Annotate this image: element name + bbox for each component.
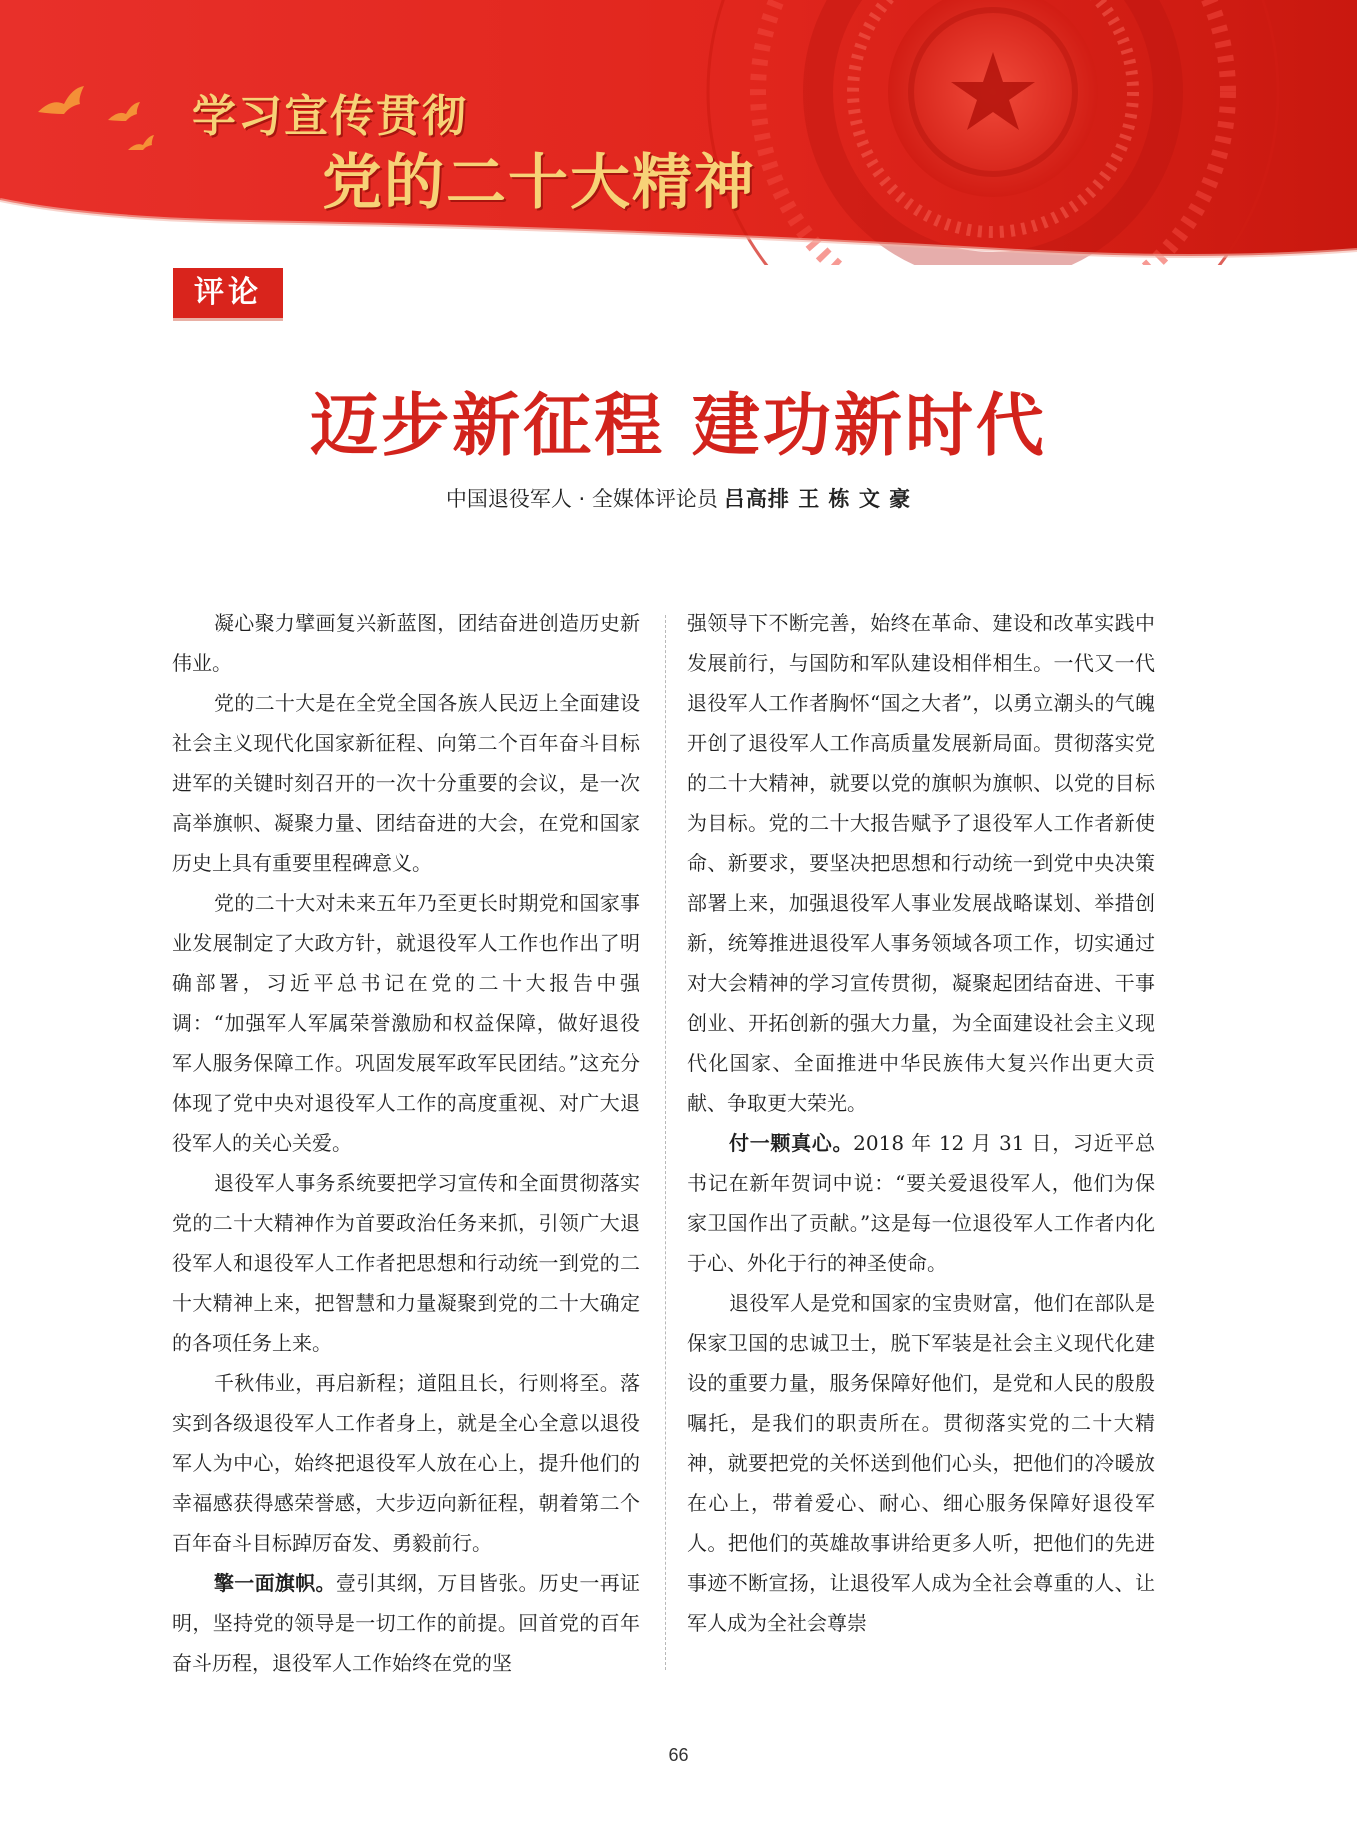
paragraph	[172, 683, 640, 883]
paragraph-text: 凝心聚力擘画复兴新蓝图，团结奋进创造历史新伟业。	[172, 611, 640, 675]
byline-names: 吕高排 王 栋 文 豪	[723, 487, 912, 511]
left-column	[172, 603, 640, 1683]
headline: 迈步新征程 建功新时代	[310, 386, 1047, 466]
page-number: 66	[668, 1745, 689, 1765]
paragraph	[687, 1283, 1155, 1643]
paragraph-text: 千秋伟业，再启新程；道阻且长，行则将至。落实到各级退役军人工作者身上，就是全心全意以退役军人为中心，始终把退役军人放在心上，提升他们的幸福感获得感荣誉感，大步迈向新征程，朝着第二个百年奋斗目标踔厉奋发、勇毅前行。	[172, 1371, 640, 1555]
paragraph	[687, 1123, 1155, 1283]
paragraph	[172, 1163, 640, 1363]
byline	[0, 483, 1357, 513]
byline-prefix: 中国退役军人 · 全媒体评论员	[445, 487, 718, 511]
paragraph-text: 强领导下不断完善，始终在革命、建设和改革实践中发展前行，与国防和军队建设相伴相生。一代又一代退役军人工作者胸怀“国之大者”，以勇立潮头的气魄开创了退役军人工作高质量发展新局面。贯彻落实党的二十大精神，就要以党的旗帜为旗帜、以党的目标为目标。党的二十大报告赋予了退役军人工作者新使命、新要求，要坚决把思想和行动统一到党中央决策部署上来，加强退役军人事业发展战略谋划、举措创新，统筹推进退役军人事务领域各项工作，切实通过对大会精神的学习宣传贯彻，凝聚起团结奋进、干事创业、开拓创新的强大力量，为全面建设社会主义现代化国家、全面推进中华民族伟大复兴作出更大贡献、争取更大荣光。	[687, 611, 1155, 1115]
paragraph-text: 党的二十大对未来五年乃至更长时期党和国家事业发展制定了大政方针，就退役军人工作也作出了明确部署，习近平总书记在党的二十大报告中强调：“加强军人军属荣誉激励和权益保障，做好退役军人服务保障工作。巩固发展军政军民团结。”这充分体现了党中央对退役军人工作的高度重视、对广大退役军人的关心关爱。	[172, 891, 640, 1155]
column-divider	[665, 615, 666, 1670]
right-column	[687, 603, 1155, 1643]
paragraph-text: 退役军人是党和国家的宝贵财富，他们在部队是保家卫国的忠诚卫士，脱下军装是社会主义现代化建设的重要力量，服务保障好他们，是党和人民的殷殷嘱托，是我们的职责所在。贯彻落实党的二十大精神，就要把党的关怀送到他们心头，把他们的冷暖放在心上，带着爱心、耐心、细心服务保障好退役军人。把他们的英雄故事讲给更多人听，把他们的先进事迹不断宣扬，让退役军人成为全社会尊重的人、让军人成为全社会尊崇	[687, 1291, 1155, 1635]
paragraph-lead: 付一颗真心。	[729, 1131, 854, 1155]
paragraph-text: 2018 年 12 月 31 日，习近平总书记在新年贺词中说：“要关爱退役军人，他们为保家卫国作出了贡献。”这是每一位退役军人工作者内化于心、外化于行的神圣使命。	[687, 1131, 1155, 1275]
paragraph-lead: 擎一面旗帜。	[214, 1571, 336, 1595]
section-tag: 评论	[173, 268, 283, 321]
paragraph	[172, 1563, 640, 1683]
paragraph-text: 退役军人事务系统要把学习宣传和全面贯彻落实党的二十大精神作为首要政治任务来抓，引领广大退役军人和退役军人工作者把思想和行动统一到党的二十大精神上来，把智慧和力量凝聚到党的二十大确定的各项任务上来。	[172, 1171, 640, 1355]
paragraph-text: 壹引其纲，万目皆张。历史一再证明，坚持党的领导是一切工作的前提。回首党的百年奋斗历程，退役军人工作始终在党的坚	[172, 1571, 641, 1675]
banner-title-line1: 学习宣传贯彻	[192, 91, 468, 142]
paragraph-text: 党的二十大是在全党全国各族人民迈上全面建设社会主义现代化国家新征程、向第二个百年奋斗目标进军的关键时刻召开的一次十分重要的会议，是一次高举旗帜、凝聚力量、团结奋进的大会，在党和国家历史上具有重要里程碑意义。	[172, 691, 640, 875]
paragraph	[687, 603, 1155, 1123]
banner-title-line2: 党的二十大精神	[322, 148, 756, 218]
paragraph	[172, 1363, 640, 1563]
paragraph	[172, 603, 640, 683]
paragraph	[172, 883, 640, 1163]
